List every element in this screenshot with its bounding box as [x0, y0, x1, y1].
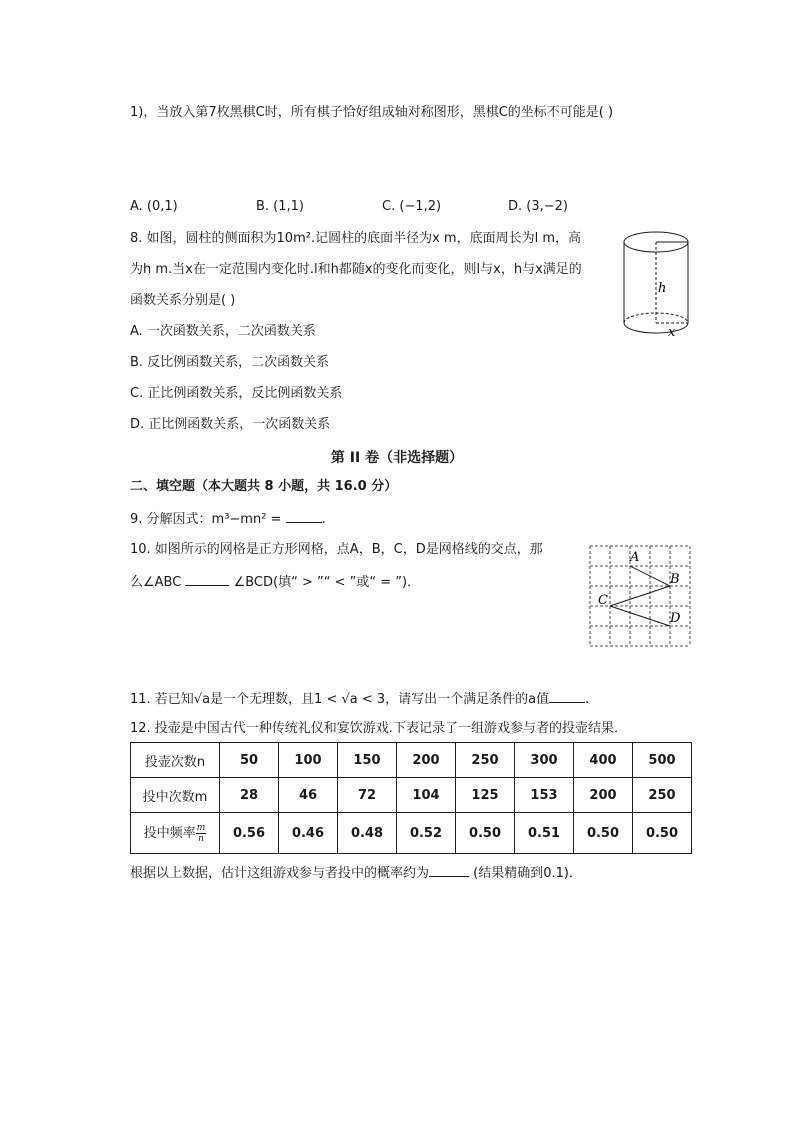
- grid-figure: [586, 542, 694, 650]
- q12-answer-blank[interactable]: [429, 863, 469, 877]
- table-cell: 0.46: [279, 813, 338, 854]
- point-d-label: D: [670, 611, 681, 626]
- q10-line-2: [130, 572, 420, 592]
- table-cell: 46: [279, 778, 338, 813]
- q9-prefix: 9. 分解因式：m³−mn² =: [130, 512, 286, 527]
- q8-option-b: B. 反比例函数关系，二次函数关系: [130, 355, 330, 370]
- q12-conclusion: [130, 863, 582, 883]
- table-cell: 200: [574, 778, 633, 813]
- row-header-frequency: [131, 813, 220, 854]
- table-cell: 0.50: [574, 813, 633, 854]
- point-b-label: B: [670, 572, 680, 587]
- cylinder-h-label: h: [658, 281, 667, 296]
- fraction-numerator: m: [196, 823, 206, 833]
- table-cell: 250: [633, 778, 692, 813]
- table-cell: 500: [633, 743, 692, 778]
- q8-line-2: 为h m.当x在一定范围内变化时.l和h都随x的变化而变化，则l与x，h与x满足的: [130, 262, 582, 277]
- fraction-denominator: n: [198, 834, 204, 844]
- q10-line-2-b: ∠BCD(填“ > ”“ < ”或“ = ”)．: [229, 575, 421, 590]
- row-header-frequency-label: 投中频率: [143, 826, 196, 841]
- q7-text: 1)，当放入第7枚黑棋C时，所有棋子恰好组成轴对称图形，黑棋C的坐标不可能是( ): [130, 105, 614, 120]
- table-row: [131, 813, 692, 854]
- q8-option-a: A. 一次函数关系，二次函数关系: [130, 324, 316, 339]
- q8-option-d: D. 正比例函数关系，一次函数关系: [130, 417, 331, 432]
- table-cell: 72: [338, 778, 397, 813]
- table-cell: 0.48: [338, 813, 397, 854]
- point-c-label: C: [598, 593, 608, 608]
- section-title: 第 II 卷（非选择题）: [330, 450, 464, 466]
- q12-conclusion-suffix: (结果精确到0.1)．: [469, 866, 582, 881]
- table-cell: 250: [456, 743, 515, 778]
- point-a-label: A: [630, 550, 640, 565]
- row-header-hits: 投中次数m: [131, 778, 220, 813]
- cylinder-figure: [616, 226, 700, 346]
- q7-option-c: C. (−1,2): [382, 199, 442, 214]
- throw-results-table: [130, 742, 692, 854]
- table-cell: 0.50: [456, 813, 515, 854]
- row-header-throws: 投壶次数n: [131, 743, 220, 778]
- frequency-fraction: [196, 823, 207, 844]
- q10-answer-blank[interactable]: [185, 572, 229, 586]
- table-row: [131, 778, 692, 813]
- q9-answer-blank[interactable]: [286, 509, 322, 523]
- table-cell: 0.56: [220, 813, 279, 854]
- table-cell: 0.50: [633, 813, 692, 854]
- table-cell: 100: [279, 743, 338, 778]
- table-cell: 50: [220, 743, 279, 778]
- q7-options: [130, 198, 568, 216]
- table-cell: 104: [397, 778, 456, 813]
- cylinder-bottom-front: [624, 323, 688, 333]
- q11-prefix: 11. 若已知√a是一个无理数，且1 < √a < 3，请写出一个满足条件的a值: [130, 692, 550, 707]
- table-cell: 28: [220, 778, 279, 813]
- q12-intro: 12. 投壶是中国古代一种传统礼仪和宴饮游戏.下表记录了一组游戏参与者的投壶结果．: [130, 721, 627, 736]
- table-cell: 150: [338, 743, 397, 778]
- q9-text: [130, 509, 326, 529]
- q11-suffix: .: [585, 692, 590, 707]
- table-cell: 0.51: [515, 813, 574, 854]
- q11-text: [130, 689, 589, 709]
- q8-line-1: 8. 如图，圆柱的侧面积为10m².记圆柱的底面半径为x m，底面周长为l m，高: [130, 231, 581, 246]
- table-cell: 153: [515, 778, 574, 813]
- q8-option-c: C. 正比例函数关系，反比例函数关系: [130, 386, 343, 401]
- q11-answer-blank[interactable]: [549, 689, 585, 703]
- q7-option-b: B. (1,1): [256, 199, 305, 214]
- table-cell: 300: [515, 743, 574, 778]
- table-cell: 200: [397, 743, 456, 778]
- table-cell: 0.52: [397, 813, 456, 854]
- q10-line-1: 10. 如图所示的网格是正方形网格，点A，B，C，D是网格线的交点，那: [130, 542, 543, 557]
- q12-conclusion-prefix: 根据以上数据，估计这组游戏参与者投中的概率约为: [130, 866, 430, 881]
- q10-line-2-a: 么∠ABC: [130, 575, 186, 590]
- table-cell: 125: [456, 778, 515, 813]
- q8-line-3: 函数关系分别是( ): [130, 293, 236, 308]
- cylinder-x-label: x: [668, 325, 676, 340]
- table-cell: 400: [574, 743, 633, 778]
- q7-option-a: A. (0,1): [130, 199, 178, 214]
- q9-suffix: .: [321, 512, 326, 527]
- table-row: [131, 743, 692, 778]
- angle-bcd-lines: [610, 606, 670, 626]
- q7-option-d: D. (3,−2): [508, 199, 568, 214]
- section-heading: 二、填空题（本大题共 8 小题，共 16.0 分）: [130, 479, 398, 494]
